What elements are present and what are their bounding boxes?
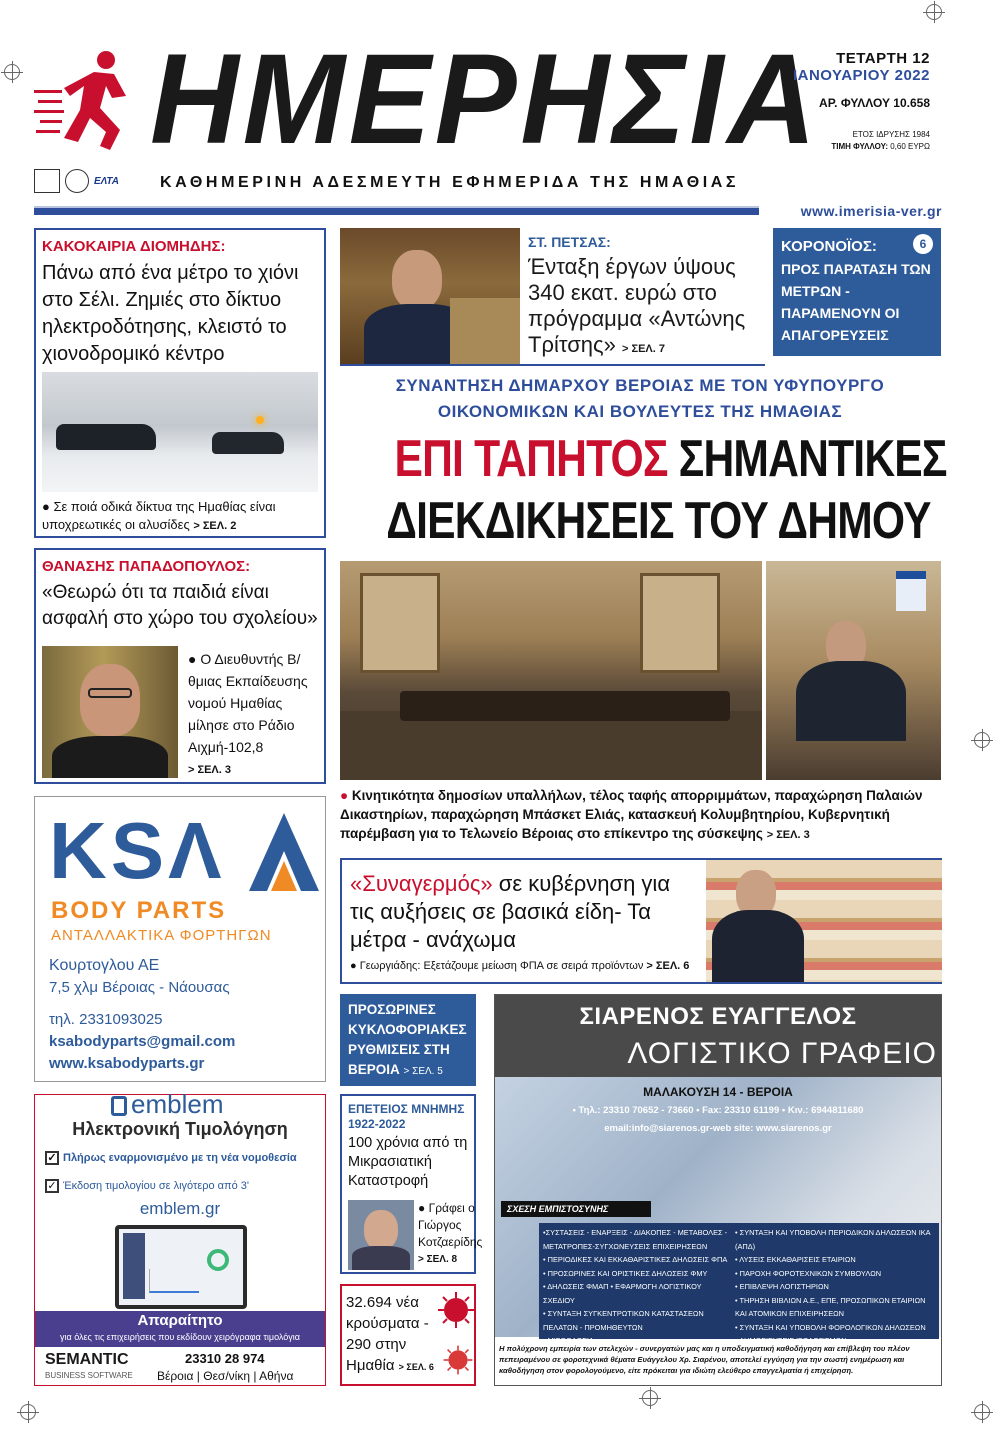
date-month: ΙΑΝΟΥΑΡΙΟΥ 2022: [792, 67, 930, 84]
runner-logo-icon: [34, 46, 144, 166]
cases-page-ref[interactable]: > ΣΕΛ. 6: [398, 1362, 434, 1372]
emblem-logo: [111, 1089, 223, 1120]
podium-shape: [450, 298, 520, 364]
siarenos-trust: ΣΧΕΣΗ ΕΜΠΙΣΤΟΣΥΝΗΣ: [501, 1201, 651, 1217]
snow-headline: Πάνω από ένα μέτρο το χιόνι στο Σέλι. Ζημιές στο δίκτυο ηλεκτροδότησης, κλειστό το χιονοδρομικό κέντρο: [42, 262, 299, 365]
siarenos-address: ΜΑΛΑΚΟΥΣΗ 14 - ΒΕΡΟΙΑ: [643, 1085, 793, 1099]
date-block: [770, 50, 930, 151]
face-shape: [80, 664, 140, 736]
petsas-headline-text: Ένταξη έργων ύψους 340 εκατ. ευρώ στο πρόγραμμα «Αντώνης Τρίτσης»: [528, 254, 746, 357]
laptop-screen: [119, 1229, 243, 1305]
masthead-subtitle: ΚΑΘΗΜΕΡΙΝΗ ΑΔΕΣΜΕΥΤΗ ΕΦΗΜΕΡΙΔΑ ΤΗΣ ΗΜΑΘΙΑΣ: [160, 174, 740, 191]
website-link[interactable]: www.imerisia-ver.gr: [800, 203, 942, 219]
masthead-title: ΗΜΕΡΗΣΙΑ: [150, 28, 820, 171]
petsas-story: [340, 228, 765, 366]
service-item: • ΣΥΝΤΑΞΗ ΚΑΙ ΥΠΟΒΟΛΗ ΠΕΡΙΟΔΙΚΩΝ ΔΗΛΩΣΕΩΝ ΙΚΑ (ΑΠΔ): [735, 1228, 931, 1251]
service-item: ΠΕΛΑΤΩΝ - ΠΡΟΜΗΘΕΥΤΩΝ: [543, 1322, 643, 1332]
badge-row: [34, 168, 144, 194]
service-item: ΚΑΙ ΑΤΟΜΙΚΩΝ ΕΠΙΧΕΙΡΗΣΕΩΝ: [735, 1309, 844, 1318]
supermarket-photo: [706, 860, 942, 982]
snow-photo: [42, 372, 318, 492]
emblem-title: Ηλεκτρονική Τιμολόγηση: [72, 1119, 288, 1139]
traffic-box: [340, 994, 476, 1086]
service-item: • ΣΥΝΤΑΞΗ ΚΑΙ ΥΠΟΒΟΛΗ ΦΟΡΟΛΟΓΙΚΩΝ ΔΗΛΩΣΕΩΝ: [735, 1322, 926, 1332]
emblem-url[interactable]: emblem.gr: [139, 1199, 221, 1218]
emblem-mark-icon: [111, 1096, 127, 1116]
emblem-ad: [34, 1089, 326, 1386]
emblem-required-bar: [35, 1311, 325, 1347]
lead-headline-black-1: ΣΗΜΑΝΤΙΚΕΣ: [678, 430, 947, 488]
issue-number: ΑΡ. ΦΥΛΛΟΥ 10.658: [819, 96, 930, 110]
ksa-ad: [34, 796, 326, 1082]
service-item: • ΔΗΛΩΣΕΙΣ ΦΜΑΠ • ΕΦΑΡΜΟΓΗ ΛΟΓΙΣΤΙΚΟΥ ΣΧΕΔΙΟΥ: [543, 1282, 702, 1305]
snow-story: [34, 228, 326, 538]
snow-page-ref[interactable]: > ΣΕΛ. 2: [193, 520, 237, 532]
suit-shape: [352, 1246, 410, 1270]
emblem-required-sub: για όλες τις επιχειρήσεις που εκδίδουν χειρόγραφα τιμολόγια: [60, 1332, 300, 1342]
traffic-text: [348, 1000, 468, 1082]
screen-sidebar: [123, 1233, 145, 1299]
registration-mark-bottom-right: [974, 1404, 990, 1420]
ksa-address: 7,5 χλμ Βέροιας - Νάουσας: [49, 979, 230, 996]
memory-page-ref[interactable]: > ΣΕΛ. 8: [418, 1254, 458, 1265]
snow-caption: [42, 498, 320, 535]
ksa-triangle-icon: [249, 813, 319, 891]
petsas-page-ref[interactable]: > ΣΕΛ. 7: [622, 343, 665, 355]
service-item: • ΠΑΡΟΧΗ ΦΟΡΟΤΕΧΝΙΚΩΝ ΣΥΜΒΟΥΛΩΝ: [735, 1268, 882, 1278]
ksa-tagline: ΑΝΤΑΛΛΑΚΤΙΚΑ ΦΟΡΤΗΓΩΝ: [51, 927, 272, 944]
papadopoulos-kicker: ΘΑΝΑΣΗΣ ΠΑΠΑΔΟΠΟΥΛΟΣ:: [42, 558, 251, 575]
siarenos-services: [539, 1223, 939, 1345]
ksa-brand: BODY PARTS: [51, 897, 227, 924]
emblem-required: Απαραίτητο: [137, 1312, 223, 1329]
police-car-1: [56, 424, 156, 450]
date-day: ΤΕΤΑΡΤΗ 12: [836, 50, 930, 67]
lead-headline-2: ΔΙΕΚΔΙΚΗΣΕΙΣ ΤΟΥ ΔΗΜΟΥ: [386, 492, 931, 550]
petsas-headline: [528, 254, 760, 362]
bullet-icon: ●: [340, 788, 352, 803]
shirt-shape: [52, 736, 168, 778]
siarenos-office: ΛΟΓΙΣΤΙΚΟ ΓΡΑΦΕΙΟ: [627, 1037, 937, 1070]
siarenos-email[interactable]: email:info@siarenos.gr-web site: www.siarenos.gr: [604, 1123, 832, 1134]
emblem-check-2-text: Έκδοση τιμολογίου σε λιγότερο από 3': [63, 1179, 249, 1192]
ksa-logo-text: KSΛ: [49, 806, 226, 895]
elta-badge: ΕΛΤΑ: [94, 175, 120, 187]
ksa-company: Κουρτογλου ΑΕ: [49, 957, 160, 974]
service-item: •ΣΥΣΤΑΣΕΙΣ - ΕΝΑΡΞΕΙΣ - ΔΙΑΚΟΠΕΣ - ΜΕΤΑΒΟΛΕΣ -: [543, 1228, 728, 1237]
emblem-check-1-text: Πλήρως εναρμονισμένο με τη νέα νομοθεσία: [63, 1151, 297, 1164]
ksa-phone[interactable]: τηλ. 2331093025: [49, 1011, 163, 1028]
papadopoulos-page-ref[interactable]: > ΣΕΛ. 3: [188, 764, 231, 776]
services-right: [735, 1226, 935, 1348]
alarm-headline-rest: σε κυβέρνηση για τις αυξήσεις σε βασικά είδη- Τα μέτρα - ανάχωμα: [350, 871, 671, 952]
semantic-phone[interactable]: 23310 28 974: [185, 1351, 265, 1366]
lead-headline-red: ΕΠΙ ΤΑΠΗΤΟΣ: [394, 430, 668, 488]
service-item: ΜΕΤΑΤΡΟΠΕΣ-ΣΥΓΧΩΝΕΥΣΕΙΣ ΕΠΙΧΕΙΡΗΣΕΩΝ: [543, 1241, 708, 1251]
window-shape: [360, 573, 440, 673]
semantic-brand: SEMANTIC: [45, 1351, 129, 1368]
circle-seal-icon: [65, 169, 89, 193]
registration-mark-bottom-mid: [642, 1390, 658, 1406]
alarm-caption: [350, 960, 710, 972]
emblem-logo-text: emblem: [131, 1089, 224, 1119]
police-car-2: [212, 432, 284, 454]
meeting-photo-main: [340, 561, 762, 780]
service-item: • ΛΥΣΕΙΣ ΕΚΚΑΘΑΡΙΣΕΙΣ ΕΤΑΙΡΙΩΝ: [735, 1255, 856, 1264]
price-label: ΤΙΜΗ ΦΥΛΛΟΥ:: [831, 142, 888, 151]
service-item: • ΠΡΟΣΩΡΙΝΕΣ ΚΑΙ ΟΡΙΣΤΙΚΕΣ ΔΗΛΩΣΕΙΣ ΦΜΥ: [543, 1268, 708, 1278]
memory-kicker-2: 1922-2022: [348, 1117, 406, 1131]
alarm-caption-text: Γεωργιάδης: Εξετάζουμε μείωση ΦΠΑ σε σειρά προϊόντων: [359, 960, 644, 972]
meeting-photo-side: [766, 561, 941, 780]
lead-headline-1: [394, 428, 947, 490]
screen-donut: [207, 1249, 229, 1271]
covid-page-num[interactable]: 6: [913, 234, 933, 254]
covid-line1: ΚΟΡΟΝΟΪΟΣ:: [781, 238, 877, 255]
warning-light-icon: [256, 416, 264, 424]
service-item: • ΠΕΡΙΟΔΙΚΕΣ ΚΑΙ ΕΚΚΑΘΑΡΙΣΤΙΚΕΣ ΔΗΛΩΣΕΙΣ ΦΠΑ: [543, 1255, 728, 1264]
siarenos-footer: Η πολύχρονη εμπειρία των στελεχών - συνεργατών μας και η υποδειγματική καθοδήγηση και επίβλεψη του πλέον πεπειραμένου σε φοροτεχνικά θέματα Ευάγγελου Χρ. Σιαρένου, αποτελεί εγγύηση για την σωστή ενημέρωση και καθοδήγηση στον φορολογούμενο, είτε πρόκειται για ιδιώτη ελεύθερο επαγγελματία ή επιχείρηση.: [499, 1344, 910, 1375]
memory-photo: [348, 1200, 414, 1270]
snow-kicker: ΚΑΚΟΚΑΙΡΙΑ ΔΙΟΜΗΔΗΣ:: [42, 238, 226, 255]
memory-headline: 100 χρόνια από τη Μικρασιατική Καταστροφή: [348, 1135, 468, 1189]
suit-shape: [796, 661, 906, 741]
petsas-kicker: ΣΤ. ΠΕΤΣΑΣ:: [528, 234, 611, 250]
flag-icon: [896, 571, 926, 611]
lead-overline-1: ΣΥΝΑΝΤΗΣΗ ΔΗΜΑΡΧΟΥ ΒΕΡΟΙΑΣ ΜΕ ΤΟΝ ΥΦΥΠΟΥΡΓΟ: [395, 376, 885, 395]
covid-line2: ΠΡΟΣ ΠΑΡΑΤΑΣΗ ΤΩΝ ΜΕΤΡΩΝ - ΠΑΡΑΜΕΝΟΥΝ ΟΙ ΑΠΑΓΟΡΕΥΣΕΙΣ: [781, 261, 931, 343]
traffic-text-main: ΠΡΟΣΩΡΙΝΕΣ ΚΥΚΛΟΦΟΡΙΑΚΕΣ ΡΥΘΜΙΣΕΙΣ ΣΤΗ ΒΕΡΟΙΑ: [348, 1002, 467, 1077]
service-item: • ΤΗΡΗΣΗ ΒΙΒΛΙΩΝ Α.Ε., ΕΠΕ, ΠΡΟΣΩΠΙΚΩΝ ΕΤΑΙΡΙΩΝ: [735, 1295, 926, 1305]
petsas-photo: [340, 228, 520, 364]
suit-shape: [712, 910, 804, 982]
ksa-email[interactable]: ksabodyparts@gmail.com: [49, 1033, 236, 1050]
papadopoulos-quote: «Θεωρώ ότι τα παιδιά είναι ασφαλή στο χώρο του σχολείου»: [42, 582, 318, 629]
cases-story: [340, 1284, 476, 1386]
virus-icon: [436, 1290, 476, 1330]
floor-shape: [340, 711, 762, 780]
face-shape: [392, 250, 442, 310]
memory-caption: ● Γράφει ο Γιώργος Κοτζαερίδης: [418, 1200, 476, 1251]
window-shape: [640, 573, 720, 673]
price: [770, 142, 930, 151]
papadopoulos-caption: ● Ο Διευθυντής Β/θμιας Εκπαίδευσης νομού Ημαθίας μίλησε στο Ράδιο Αιχμή-102,8: [188, 648, 322, 758]
papadopoulos-photo: [42, 646, 178, 778]
memory-story: [340, 1094, 483, 1274]
semantic-brand-sub: BUSINESS SOFTWARE: [45, 1371, 133, 1380]
snow-caption-text: Σε ποιά οδικά δίκτυα της Ημαθίας είναι υποχρεωτικές οι αλυσίδες: [42, 499, 276, 532]
lead-caption-text: Κινητικότητα δημοσίων υπαλλήλων, τέλος ταφής απορριμμάτων, παραχώρηση Παλαιών Δικαστηρίων, παραχώρηση Μπάσκετ Ελιάς, κατασκευή Κολυμβητηρίου, Κυβερνητική παρέμβαση για το Τελωνείο Βέροιας στο επίκεντρο της σύσκεψης: [340, 788, 923, 841]
alarm-story: [340, 858, 942, 984]
table-shape: [400, 691, 730, 721]
cases-text: [346, 1292, 446, 1378]
virus-icon: [442, 1344, 474, 1376]
alarm-headline: [350, 870, 700, 954]
screen-chart: [149, 1269, 199, 1293]
seal-badge: [34, 169, 60, 193]
service-item: • ΕΠΙΒΛΕΨΗ ΛΟΓΙΣΤΗΡΙΩΝ: [735, 1282, 829, 1291]
emblem-check-2: [45, 1179, 323, 1193]
lead-page-ref[interactable]: > ΣΕΛ. 3: [766, 829, 810, 841]
siarenos-name: ΣΙΑΡΕΝΟΣ ΕΥΑΓΓΕΛΟΣ: [579, 1003, 857, 1030]
price-value: 0,60 ΕΥΡΩ: [890, 142, 930, 151]
siarenos-ad: [494, 994, 942, 1386]
glasses-icon: [88, 688, 132, 698]
registration-mark-right-mid: [974, 732, 990, 748]
services-left: [543, 1226, 733, 1348]
semantic-cities: Βέροια | Θεσ/νίκη | Αθήνα: [157, 1369, 294, 1383]
laptop-icon: [115, 1225, 247, 1309]
masthead: [0, 0, 1000, 225]
checkbox-icon: ✓: [45, 1151, 59, 1165]
alarm-page-ref[interactable]: > ΣΕΛ. 6: [646, 960, 690, 972]
service-item: • ΣΥΝΤΑΞΗ ΣΥΓΚΕΝΤΡΩΤΙΚΩΝ ΚΑΤΑΣΤΑΣΕΩΝ: [543, 1309, 704, 1318]
face-shape: [364, 1210, 398, 1250]
lead-overline-2: ΟΙΚΟΝΟΜΙΚΩΝ ΚΑΙ ΒΟΥΛΕΥΤΕΣ ΤΗΣ ΗΜΑΘΙΑΣ: [437, 402, 843, 421]
service-item: • ΔΗΜΟΣΙΕΥΣΕΙΣ ΙΣΟΛΟΓΙΣΜΩΝ: [735, 1336, 847, 1345]
checkbox-icon: ✓: [45, 1179, 59, 1193]
traffic-page-ref[interactable]: > ΣΕΛ. 5: [403, 1066, 443, 1077]
service-item: • ΜΙΣΘΟΔΟΣΙΑ: [543, 1336, 594, 1345]
cases-text-main: 32.694 νέα κρούσματα - 290 στην Ημαθία: [346, 1294, 429, 1374]
covid-box: [773, 228, 941, 356]
founded-year: ΕΤΟΣ ΙΔΡΥΣΗΣ 1984: [852, 130, 930, 139]
alarm-headline-red: «Συναγερμός»: [350, 871, 493, 896]
lead-caption: [340, 786, 945, 845]
siarenos-contacts[interactable]: • Τηλ.: 23310 70652 - 73660 • Fax: 23310 61199 • Κιν.: 6944811680: [572, 1105, 864, 1116]
papadopoulos-story: [34, 548, 326, 784]
registration-mark-bottom-left: [20, 1404, 36, 1420]
emblem-check-1: [45, 1151, 323, 1165]
masthead-rule: [34, 206, 759, 215]
memory-kicker-1: ΕΠΕΤΕΙΟΣ ΜΝΗΜΗΣ: [348, 1102, 465, 1116]
ksa-web[interactable]: www.ksabodyparts.gr: [49, 1055, 205, 1072]
